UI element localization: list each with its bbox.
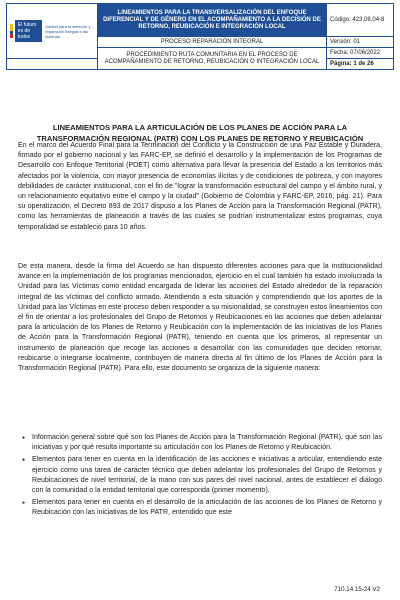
list-item: ● Elementos para tener en cuenta en el desarrollo de la articulación de las acciones de los Planes de Retorno y Reubicación con las iniciativas de los PATR, entendido que este xyxy=(18,498,382,518)
header-procedure: PROCEDIMIENTO RUTA COMUNITARIA EN EL PROCESO DE ACOMPAÑAMIENTO DE RETORNO, REUBICACIÓN O INTEGRACIÓN LOCAL xyxy=(98,48,327,70)
document-title: LINEAMIENTOS PARA LA ARTICULACIÓN DE LOS PLANES DE ACCIÓN PARA LA TRANSFORMACIÓN REGIONAL (PATR) CON LOS PLANES DE RETORNO Y REUBICACIÓN xyxy=(36,123,364,143)
unidad-victimas-logo xyxy=(10,18,94,44)
logo-mark: El futuro es de todos xyxy=(15,20,42,42)
paragraph-2: De esta manera, desde la firma del Acuerdo se han dispuesto diferentes acciones para que la institucionalidad avance en la implementación de los programas mencionados, ejercicio en el cual también ha estado involucrada la Unidad para las Víctimas como entidad encargada de liderar las acciones del Estado alrededor de la reparación integral de las víctimas del conflicto armado. Atendiendo a esta situación y comprendiendo que los aportes de la Unidad para las Víctimas en este proceso deben responder a su misionalidad, se construyen estos lineamientos con el fin de orientar a los profesionales del Grupo de Retornos y Reubicaciones en las acciones que deben adelantar para la articulación de los Planes de Retorno y Reubicación con la implementación de las iniciativas de los Planes de Acción para la Transformación Regional (PATR), teniendo en cuenta que los primeros, al representar un instrumento de planeación que recoge las acciones a desarrollar con las comunidades que deciden retornar, reubicarse o integrarse localmente, contribuyen de manera directa al fin último de los Planes de Acción para la Transformación Regional (PATR). Para ello, este documento se organiza de la siguiente manera: xyxy=(18,263,382,373)
header-date: Fecha: 07/06/2022 xyxy=(327,48,394,59)
paragraph-1: En el marco del Acuerdo Final para la Terminación del Conflicto y la Construcción de una Paz Estable y Duradera, firmado por el gobierno nacional y las FARC-EP, se definió el desarrollo y la implementación de los Programas de Desarrollo con Enfoque Territorial (PDET) como alternativa para llevar la presencia del Estado a los territorios más afectados por la violencia, con mayor presencia de economías ilícitas y de condiciones de pobreza, y con mayores debilidades de carácter institucional, con el fin de "lograr la transformación estructural del campo y el ámbito rural, y un relacionamiento equitativo entre el campo y la ciudad" (Gobierno de Colombia y FARC-EP, 2016, pág. 21). Para su operatización, el Decreto 893 de 2017 dispuso a los Planes de Acción para la Transformación Regional (PATR), como las herramientas de planeación a través de las cuales se podrían instrumentalizar estos programas, cuya temporalidad se estableció para 10 años. xyxy=(18,142,382,231)
header-process: PROCESO REPARACIÓN INTEGRAL xyxy=(98,37,327,48)
header-page xyxy=(327,59,394,70)
header-code: Código: 423,08,04-8 xyxy=(327,4,394,37)
bullet-list xyxy=(18,433,382,521)
logo-cell xyxy=(7,4,98,59)
list-item: ● Información general sobre qué son los Planes de Acción para la Transformación Regional (PATR), qué son las iniciativas y por qué resulta importante su articulación con los Planes de Retorno y Reubicación. xyxy=(18,433,382,453)
colombia-flag-icon xyxy=(10,24,13,38)
list-item: ● Elementos para tener en cuenta en la identificación de las acciones e iniciativas a articular, entendiendo este ejercicio como una tarea de carácter técnico que deben adelantar los profesionales del Grupo de Retornos y Reubicaciones de nivel territorial, de la mano con sus pares del nivel nacional, antes de establecer el diálogo con la comunidad o la entidad territorial que corresponda (primer momento). xyxy=(18,455,382,496)
document-header xyxy=(6,3,394,70)
logo-unit: Unidad para la atención y reparación integral a las víctimas xyxy=(45,23,91,39)
footer-code: 710.14.15-24 V2 xyxy=(334,586,380,593)
header-version: Versión: 01 xyxy=(327,37,394,48)
logo-cell-bottom xyxy=(7,59,98,70)
header-title: LINEAMIENTOS PARA LA TRANSVERSALIZACIÓN DEL ENFOQUE DIFERENCIAL Y DE GÉNERO EN EL ACOMPAÑAMIENTO A LA DECISIÓN DE RETORNO, REUBICACIÓN E INTEGRACIÓN LOCAL xyxy=(98,4,327,37)
header-page-text: Página: 1 de 26 xyxy=(330,61,374,67)
